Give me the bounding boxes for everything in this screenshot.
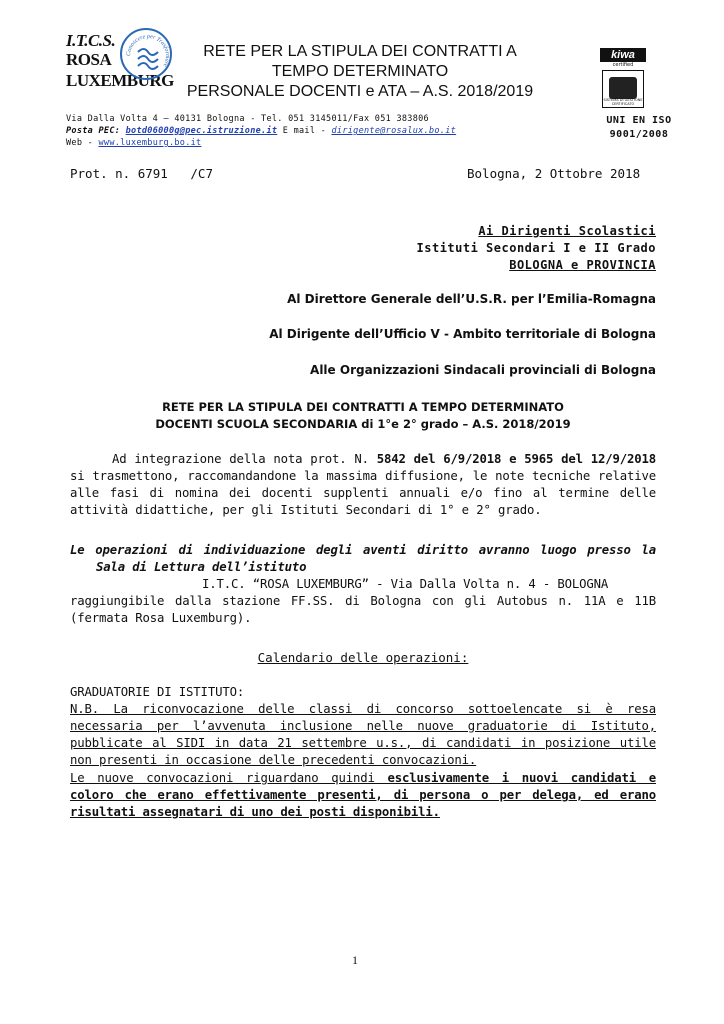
email-label: E mail - [282, 126, 327, 136]
address-line: Via Dalla Volta 4 – 40131 Bologna - Tel. 051 3145011/Fax 051 383806 [66, 114, 429, 124]
subject-line-2: DOCENTI SCUOLA SECONDARIA di 1°e 2° grado – A.S. 2018/2019 [155, 417, 571, 431]
recipient-4: Al Direttore Generale dell’U.S.R. per l’Emilia-Romagna [287, 292, 656, 306]
kiwa-caption: SISTEMA DI GESTIONE CERTIFICATO [603, 98, 643, 106]
iso-certification [594, 114, 684, 142]
web-line [66, 137, 201, 149]
recipient-3: BOLOGNA e PROVINCIA [509, 258, 656, 272]
intro-paragraph [70, 451, 656, 519]
kiwa-brand: kiwa [600, 48, 646, 62]
subject [70, 399, 656, 433]
web-label: Web - [66, 138, 94, 148]
location-line-5: (fermata Rosa Luxemburg). [70, 611, 252, 625]
location-line-2: Sala di Lettura dell’istituto [96, 560, 307, 574]
location-paragraph [70, 542, 656, 627]
location-line-4: raggiungibile dalla stazione FF.SS. di Bologna con gli Autobus n. 11A e 11B [70, 594, 656, 608]
title-line-3: PERSONALE DOCENTI e ATA – A.S. 2018/2019 [186, 83, 534, 100]
title-line-2: TEMPO DETERMINATO [271, 63, 449, 80]
recipient-1: Ai Dirigenti Scolastici [478, 224, 656, 238]
subject-line-1: RETE PER LA STIPULA DEI CONTRATTI A TEMPO DETERMINATO [162, 400, 564, 414]
school-logo [66, 28, 172, 98]
pec-label: Posta PEC: [66, 126, 121, 136]
protocol-number: Prot. n. 6791 /C7 [70, 166, 213, 181]
uni-line-2: 9001/2008 [609, 129, 669, 140]
para1-text-1: Ad integrazione della nota prot. N. [112, 452, 377, 466]
location-line-1: Le operazioni di individuazione degli aventi diritto avranno luogo presso la [70, 543, 656, 557]
recipient-2: Istituti Secondari I e II Grado [416, 241, 656, 255]
letterhead-title [160, 42, 560, 102]
graduatorie-bold-text: esclusivamente i nuovi candidati e coloro che erano effettivamente presenti, di persona o per delega, ed erano risultati assegnatari di uno dei posti disponibili. [70, 771, 656, 819]
letter-date: Bologna, 2 Ottobre 2018 [467, 166, 641, 181]
logo-line-2: ROSA [66, 50, 112, 69]
para1-text-2: si trasmettono, raccomandandone la massima diffusione, le note tecniche relative alle fasi di nomina dei docenti supplenti annuali e/o fino al termine delle attività didattiche, per gli Istituti Secondari di 1° e 2° grado. [70, 469, 656, 517]
kiwa-seal-icon [602, 70, 644, 108]
logo-line-3: LUXEMBURG [66, 71, 174, 90]
pec-email-line [66, 125, 456, 137]
kiwa-certified-label: certified [612, 62, 634, 68]
graduatorie-nb: N.B. La riconvocazione delle classi di concorso sottoelencate si è resa necessaria per l’avvenuta inclusione nelle nuove graduatorie di Istituto, pubblicate al SIDI in data 21 settembre u.s., di candidati in posizione utile non presenti in occasione delle precedenti convocazioni. [70, 702, 656, 767]
logo-ring-text: Conoscere per Trasformare [125, 33, 171, 68]
email-link[interactable]: dirigente@rosalux.bo.it [331, 126, 457, 136]
location-line-3: I.T.C. “ROSA LUXEMBURG” - Via Dalla Volta n. 4 - BOLOGNA [202, 577, 609, 591]
recipient-5: Al Dirigente dell’Ufficio V - Ambito territoriale di Bologna [269, 327, 656, 341]
recipient-6: Alle Organizzazioni Sindacali provinciali di Bologna [310, 363, 656, 377]
para1-note-refs: 5842 del 6/9/2018 e 5965 del 12/9/2018 [376, 452, 656, 466]
uni-line-1: UNI EN ISO [606, 115, 672, 126]
pec-link[interactable]: botd06000g@pec.istruzione.it [125, 126, 278, 136]
web-link[interactable]: www.luxemburg.bo.it [98, 138, 202, 148]
calendar-heading: Calendario delle operazioni: [257, 650, 469, 665]
title-line-1: RETE PER LA STIPULA DEI CONTRATTI A [203, 43, 517, 60]
kiwa-certification-logo [600, 48, 655, 114]
graduatorie-text: Le nuove convocazioni riguardano quindi [70, 771, 388, 785]
logo-line-1: I.T.C.S. [66, 31, 116, 50]
page-number: 1 [352, 953, 358, 967]
graduatorie-note [70, 770, 656, 821]
graduatorie-heading: GRADUATORIE DI ISTITUTO: [70, 685, 245, 699]
